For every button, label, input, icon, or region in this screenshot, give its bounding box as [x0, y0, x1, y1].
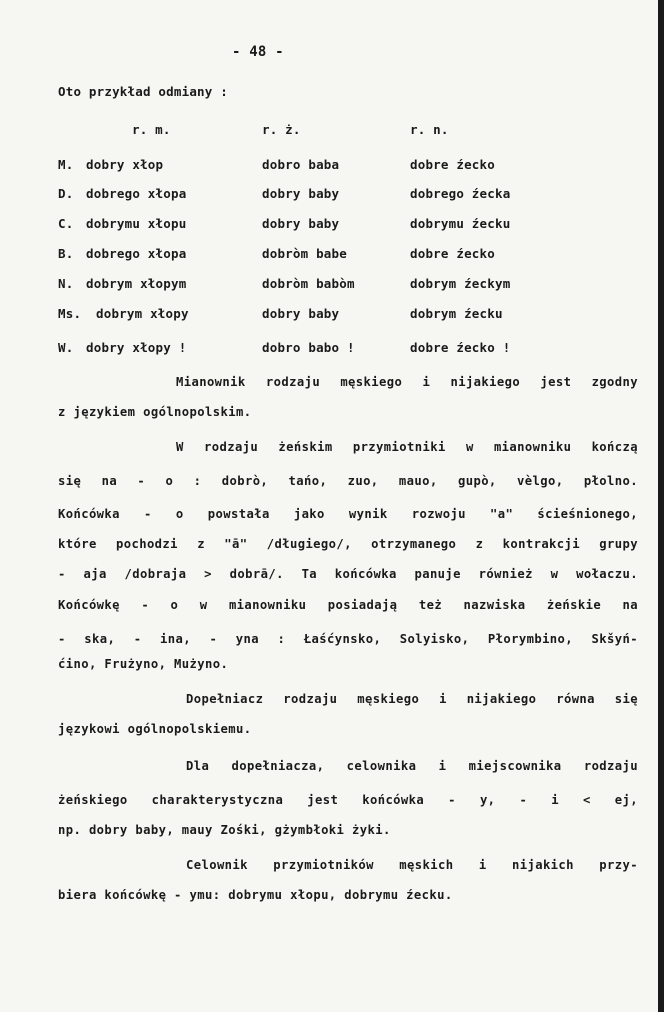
case-label: M. — [58, 157, 74, 172]
feminine-form: dobry baby — [262, 216, 340, 231]
intro-line: Oto przykład odmiany : — [58, 84, 228, 99]
text-line: które pochodzi z "ā" /długiego/, otrzymanego z kontrakcji grupy — [58, 537, 638, 551]
header-masculine: r. m. — [132, 122, 171, 137]
neuter-form: dobrym źecku — [410, 306, 503, 321]
neuter-form: dobrymu źecku — [410, 216, 511, 231]
text-line: ćino, Frużyno, Mużyno. — [58, 657, 229, 671]
text-line: - aja /dobraja > dobrā/. Ta końcówka panuje również w wołaczu. — [58, 567, 638, 581]
text-line: biera końcówkę - ymu: dobrymu xłopu, dobrymu źecku. — [58, 888, 453, 902]
masculine-form: dobry xłopy ! — [86, 340, 187, 355]
neuter-form: dobre źecko ! — [410, 340, 511, 355]
masculine-form: dobry xłop — [86, 157, 164, 172]
text-line: się na - o : dobrò, tańo, zuo, mauo, gupò, vèlgo, płolno. — [58, 474, 638, 488]
case-label: W. — [58, 340, 74, 355]
feminine-form: dobro baba — [262, 157, 340, 172]
neuter-form: dobre źecko — [410, 157, 495, 172]
text-line: Mianownik rodzaju męskiego i nijakiego jest zgodny — [176, 375, 638, 389]
text-line: językowi ogólnopolskiemu. — [58, 722, 252, 736]
text-line: Celownik przymiotników męskich i nijakich przy- — [186, 858, 638, 872]
text-line: żeńskiego charakterystyczna jest końcówka - y, - i < ej, — [58, 793, 638, 807]
neuter-form: dobrym źeckym — [410, 276, 511, 291]
text-line: Końcówka - o powstała jako wynik rozwoju "a" ścieśnionego, — [58, 507, 638, 521]
text-line: Końcówkę - o w mianowniku posiadają też nazwiska żeńskie na — [58, 598, 638, 612]
neuter-form: dobre źecko — [410, 246, 495, 261]
text-line: Dla dopełniacza, celownika i miejscownika rodzaju — [186, 759, 638, 773]
text-line: np. dobry baby, mauy Zośki, gżymbłoki żyki. — [58, 823, 391, 837]
feminine-form: dobròm babòm — [262, 276, 355, 291]
neuter-form: dobrego źecka — [410, 186, 511, 201]
text-line: z językiem ogólnopolskim. — [58, 405, 252, 419]
case-label: D. — [58, 186, 74, 201]
masculine-form: dobrym xłopy — [96, 306, 189, 321]
header-feminine: r. ż. — [262, 122, 301, 137]
feminine-form: dobròm babe — [262, 246, 347, 261]
header-neuter: r. n. — [410, 122, 449, 137]
page-number: - 48 - — [232, 44, 284, 60]
masculine-form: dobrymu xłopu — [86, 216, 187, 231]
feminine-form: dobry baby — [262, 186, 340, 201]
case-label: B. — [58, 246, 74, 261]
masculine-form: dobrego xłopa — [86, 186, 187, 201]
feminine-form: dobro babo ! — [262, 340, 355, 355]
text-line: - ska, - ina, - yna : Łaśćynsko, Solyisko, Płorymbino, Skšyń- — [58, 632, 638, 646]
case-label: C. — [58, 216, 74, 231]
text-line: W rodzaju żeńskim przymiotniki w mianowniku kończą — [176, 440, 638, 454]
case-label: N. — [58, 276, 74, 291]
masculine-form: dobrego xłopa — [86, 246, 187, 261]
case-label: Ms. — [58, 306, 82, 321]
feminine-form: dobry baby — [262, 306, 340, 321]
masculine-form: dobrym xłopym — [86, 276, 187, 291]
text-line: Dopełniacz rodzaju męskiego i nijakiego równa się — [186, 692, 638, 706]
